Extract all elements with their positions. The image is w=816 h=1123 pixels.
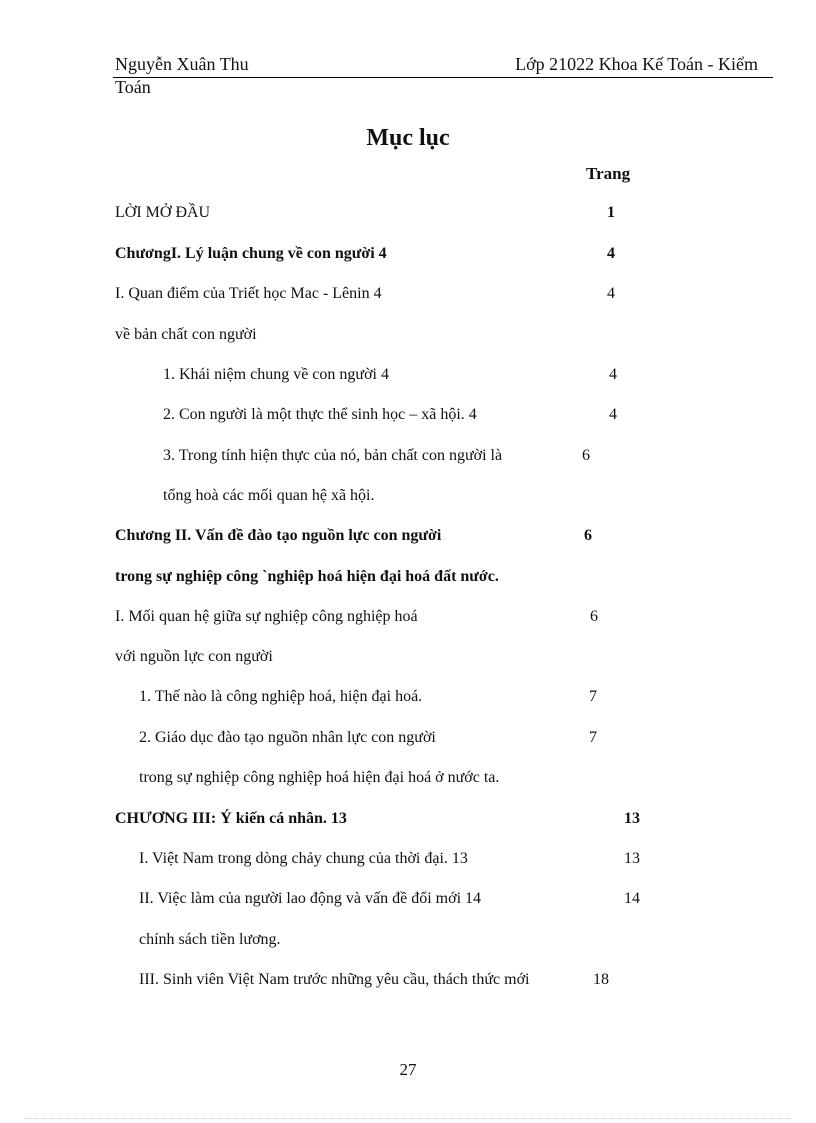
toc-title: Mục lục [366, 125, 450, 151]
toc-entry-text: với nguồn lực con người [115, 648, 273, 665]
toc-entry-text: II. Việc làm của người lao động và vấn đề đổi mới 14 [139, 890, 482, 907]
toc-entry-text: tổng hoà các mối quan hệ xã hội. [163, 487, 375, 504]
toc-entry-text: I. Mối quan hệ giữa sự nghiệp công nghiệp hoá [115, 608, 418, 625]
toc-entry-page: 4 [609, 406, 617, 423]
toc-entry-text: ChươngI. Lý luận chung về con người 4 [115, 245, 387, 262]
toc-entry-page: 6 [584, 527, 592, 544]
header-class-info: Lớp 21022 Khoa Kế Toán - Kiểm [515, 54, 758, 74]
toc-entry-text: 1. Thế nào là công nghiệp hoá, hiện đại hoá. [139, 688, 423, 705]
page-number: 27 [399, 1060, 417, 1079]
toc-entry-page: 14 [624, 890, 640, 907]
page-bottom-rule [24, 1118, 792, 1119]
toc-entry-page: 6 [590, 608, 598, 625]
toc-entry-text: trong sự nghiệp công nghiệp hoá hiện đại hoá ở nước ta. [139, 769, 500, 786]
toc-entry-page: 1 [607, 204, 615, 221]
toc-entry-page: 7 [589, 729, 597, 746]
header-rule [113, 77, 773, 78]
toc-page-label: Trang [586, 164, 631, 183]
toc-entry-text: Chương II. Vấn đề đào tạo nguồn lực con người [115, 527, 442, 544]
toc-entry-text: 3. Trong tính hiện thực của nó, bản chất con người là [163, 447, 503, 464]
toc-entry-page: 13 [624, 850, 640, 867]
toc-entry-text: 1. Khái niệm chung về con người 4 [163, 366, 389, 383]
toc-entry-text: trong sự nghiệp công `nghiệp hoá hiện đại hoá đất nước. [115, 568, 499, 585]
toc-entry-text: chính sách tiền lương. [139, 931, 281, 948]
toc-entry-text: 2. Giáo dục đào tạo nguồn nhân lực con người [139, 729, 436, 746]
toc-entry-page: 4 [607, 245, 615, 262]
header-author: Nguyễn Xuân Thu [115, 54, 249, 74]
toc-entry-page: 18 [593, 971, 609, 988]
toc-entry-page: 6 [582, 447, 590, 464]
toc-entry-page: 4 [607, 285, 615, 302]
toc-entry-page: 4 [609, 366, 617, 383]
toc-entry-text: về bản chất con người [115, 326, 257, 343]
toc-entry-text: I. Quan điểm của Triết học Mac - Lênin 4 [115, 285, 382, 302]
toc-entry-text: I. Việt Nam trong dòng chảy chung của thời đại. 13 [139, 850, 468, 867]
toc-entry-page: 13 [624, 810, 640, 827]
toc-entry-text: LỜI MỞ ĐẦU [115, 204, 211, 221]
toc-entry-text: 2. Con người là một thực thể sinh học – xã hội. 4 [163, 406, 477, 423]
toc-entry-page: 7 [589, 688, 597, 705]
toc-entry-text: III. Sinh viên Việt Nam trước những yêu cầu, thách thức mới [139, 971, 530, 988]
header-class-info-wrap: Toán [115, 77, 151, 97]
toc-entry-text: CHƯƠNG III: Ý kiến cá nhân. 13 [115, 810, 347, 827]
